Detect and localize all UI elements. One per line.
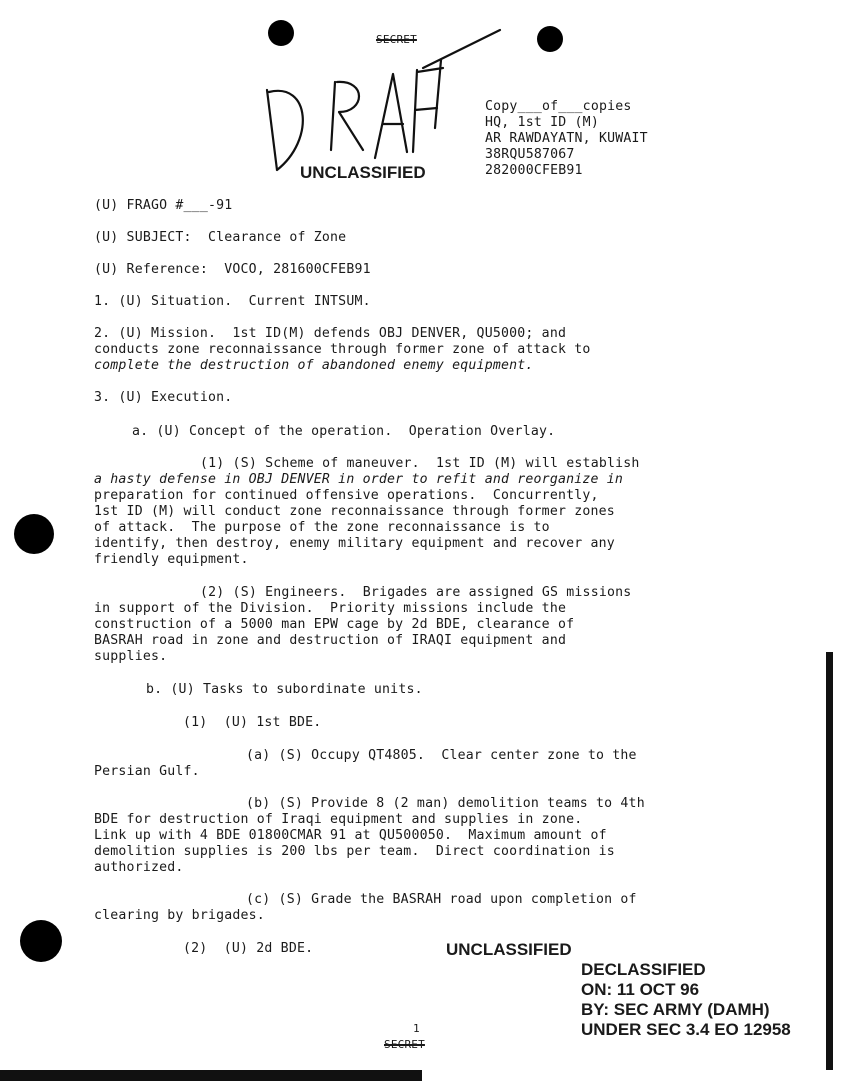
occupy-line: (a) (S) Occupy QT4805. Clear center zone to the — [246, 748, 637, 763]
scheme-line: identify, then destroy, enemy military equipment and recover any — [94, 536, 615, 551]
provide-line: Link up with 4 BDE 01800CMAR 91 at QU500050. Maximum amount of — [94, 828, 607, 843]
scheme-line: 1st ID (M) will conduct zone reconnaissance through former zones — [94, 504, 615, 519]
engineers-line: (2) (S) Engineers. Brigades are assigned GS missions — [200, 585, 632, 600]
scan-edge-right — [826, 652, 833, 1070]
copy-line: AR RAWDAYATN, KUWAIT — [485, 131, 648, 146]
copy-block — [485, 99, 648, 179]
reference-line: (U) Reference: VOCO, 281600CFEB91 — [94, 262, 371, 277]
tasks-line: b. (U) Tasks to subordinate units. — [146, 682, 423, 697]
scheme-line: a hasty defense in OBJ DENVER in order to refit and reorganize in — [94, 472, 624, 487]
declassified-block — [581, 960, 791, 1040]
execution-line: 3. (U) Execution. — [94, 390, 233, 405]
svg-text:DRAFT: DRAFT — [255, 5, 304, 24]
situation-line: 1. (U) Situation. Current INTSUM. — [94, 294, 371, 309]
provide-line: BDE for destruction of Iraqi equipment and supplies in zone. — [94, 812, 583, 827]
engineers-line: in support of the Division. Priority missions include the — [94, 601, 567, 616]
classification-top: SECRET — [376, 33, 417, 46]
bde2-line: (2) (U) 2d BDE. — [183, 941, 314, 956]
declassified-line: ON: 11 OCT 96 — [581, 980, 700, 999]
mission-line: 2. (U) Mission. 1st ID(M) defends OBJ DENVER, QU5000; and — [94, 326, 567, 341]
declassified-line: DECLASSIFIED — [581, 960, 706, 979]
scan-edge-bottom — [0, 1070, 422, 1081]
mission-line: complete the destruction of abandoned enemy equipment. — [94, 358, 534, 373]
declassified-line: BY: SEC ARMY (DAMH) — [581, 1000, 770, 1019]
unclassified-top: UNCLASSIFIED — [300, 163, 426, 182]
scheme-line: of attack. The purpose of the zone reconnaissance is to — [94, 520, 550, 535]
bde1-line: (1) (U) 1st BDE. — [183, 715, 322, 730]
copy-line: 38RQU587067 — [485, 147, 575, 162]
engineers-line: supplies. — [94, 649, 168, 664]
grade-line: clearing by brigades. — [94, 908, 265, 923]
frago-line: (U) FRAGO #___-91 — [94, 198, 233, 213]
punch-hole-bottom-left — [20, 920, 62, 962]
punch-hole-top-right — [537, 26, 563, 52]
provide-line: authorized. — [94, 860, 184, 875]
engineers-line: construction of a 5000 man EPW cage by 2d BDE, clearance of — [94, 617, 575, 632]
scheme-line: preparation for continued offensive operations. Concurrently, — [94, 488, 599, 503]
occupy-line: Persian Gulf. — [94, 764, 200, 779]
page-number: 1 — [413, 1022, 420, 1035]
declassified-line: UNDER SEC 3.4 EO 12958 — [581, 1020, 791, 1039]
engineers-line: BASRAH road in zone and destruction of IRAQI equipment and — [94, 633, 567, 648]
copy-line: Copy___of___copies — [485, 99, 632, 114]
scheme-line: friendly equipment. — [94, 552, 249, 567]
mission-line: conducts zone reconnaissance through former zone of attack to — [94, 342, 591, 357]
provide-line: demolition supplies is 200 lbs per team. Direct coordination is — [94, 844, 615, 859]
grade-line: (c) (S) Grade the BASRAH road upon completion of — [246, 892, 637, 907]
concept-line: a. (U) Concept of the operation. Operation Overlay. — [132, 424, 556, 439]
copy-line: 282000CFEB91 — [485, 163, 583, 178]
provide-line: (b) (S) Provide 8 (2 man) demolition teams to 4th — [246, 796, 645, 811]
punch-hole-mid-left — [14, 514, 54, 554]
subject-line: (U) SUBJECT: Clearance of Zone — [94, 230, 347, 245]
copy-line: HQ, 1st ID (M) — [485, 115, 599, 130]
unclassified-bottom: UNCLASSIFIED — [446, 940, 572, 959]
scheme-line: (1) (S) Scheme of maneuver. 1st ID (M) will establish — [200, 456, 640, 471]
classification-bottom: SECRET — [384, 1038, 425, 1051]
